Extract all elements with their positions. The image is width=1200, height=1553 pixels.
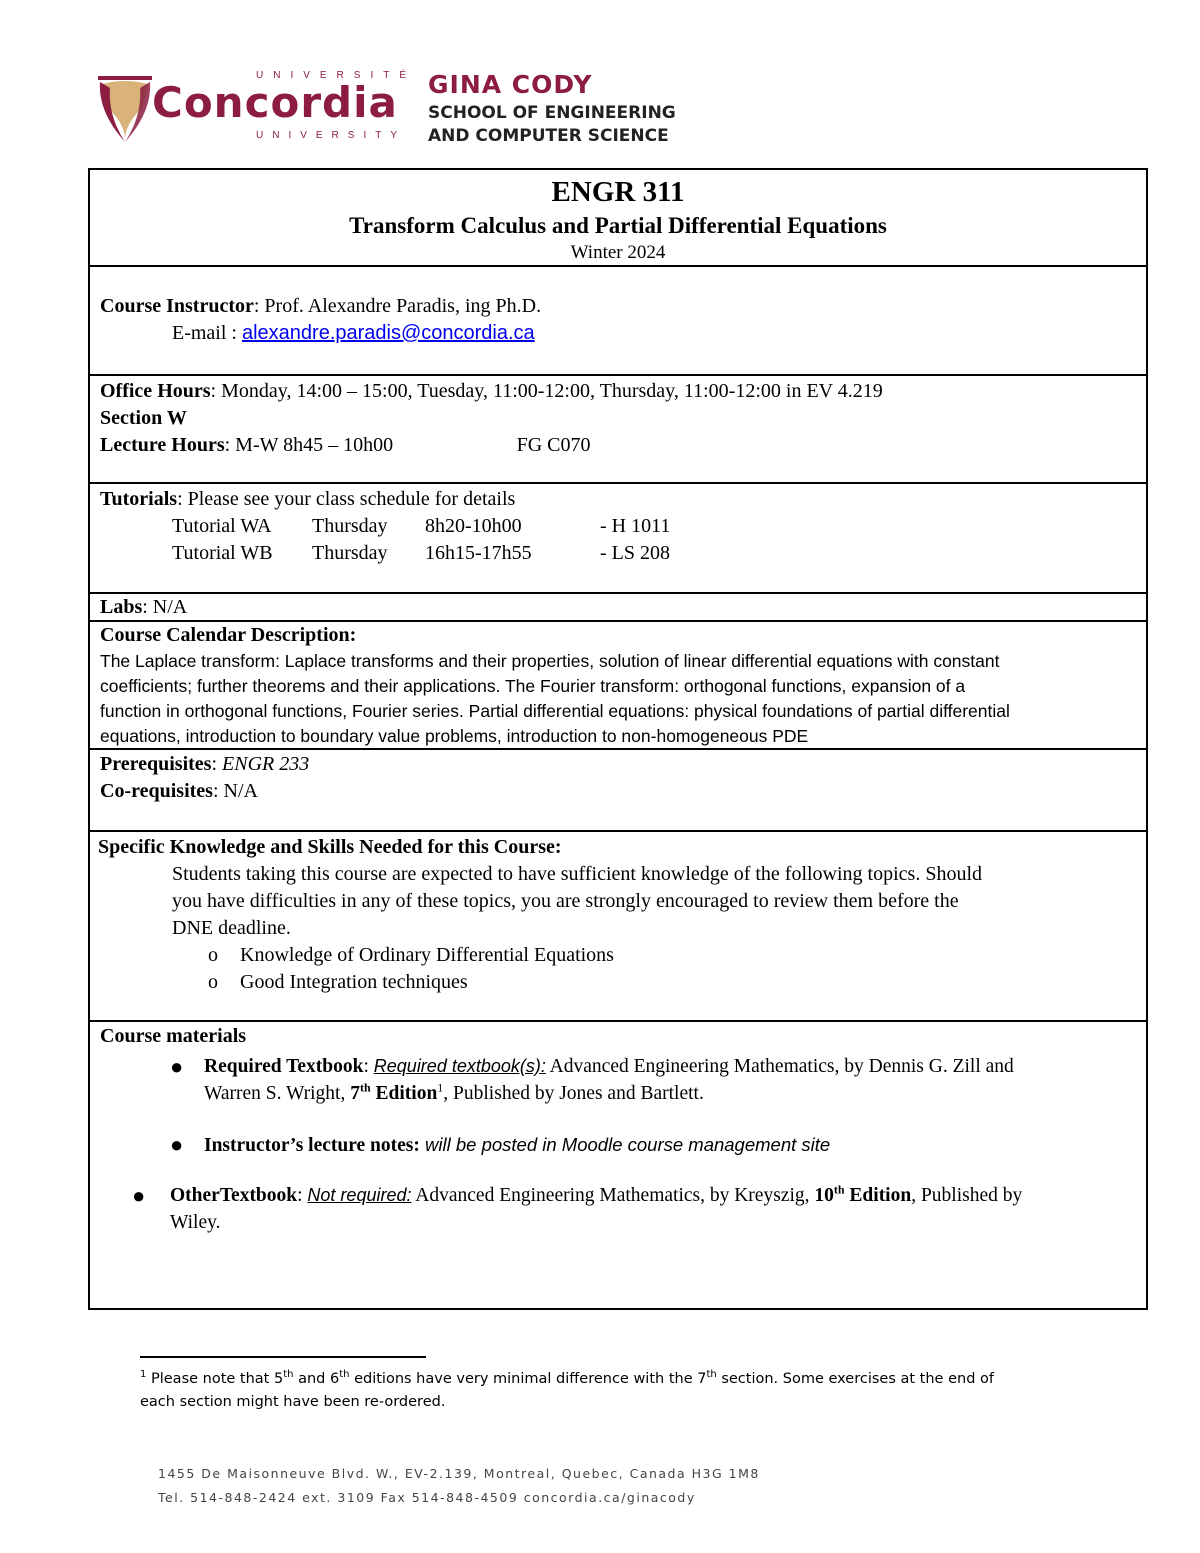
required-textbook-line: Required Textbook: Required textbook(s): Advanced Engineering Mathematics, by Dennis G. Zill and bbox=[204, 1056, 1014, 1077]
skills-text-line: DNE deadline. bbox=[172, 917, 291, 939]
footer-contact: Tel. 514-848-2424 ext. 3109 Fax 514-848-4509 concordia.ca/ginacody bbox=[158, 1490, 696, 1505]
required-textbook-line-2: Warren S. Wright, 7th Edition$^1$, Published by Jones and Bartlett. bbox=[204, 1080, 704, 1104]
page-header bbox=[96, 66, 736, 152]
list-item: o Good Integration techniques bbox=[98, 969, 1146, 996]
lecture-notes-line: Instructor’s lecture notes: will be posted in Moodle course management site bbox=[204, 1134, 831, 1156]
labs-label: Labs bbox=[100, 596, 143, 618]
instructor-email-link[interactable]: alexandre.paradis@concordia.ca bbox=[241, 322, 535, 344]
list-item: o Knowledge of Ordinary Differential Equations bbox=[98, 942, 1146, 969]
labs-text: : N/A bbox=[142, 596, 188, 618]
prerequisites-value: ENGR 233 bbox=[222, 753, 310, 775]
tutorial-row: Tutorial WA Thursday 8h20-10h00 - H 1011 bbox=[172, 515, 671, 537]
skills-text-line: Students taking this course are expected to have sufficient knowledge of the following topics. Should bbox=[172, 863, 983, 885]
course-outline-table bbox=[88, 168, 1148, 1310]
office-hours-label: Office Hours bbox=[100, 380, 211, 402]
bullet-icon: ● bbox=[170, 1054, 184, 1079]
email-label: E-mail : bbox=[172, 322, 242, 344]
skills-section bbox=[90, 832, 1146, 1022]
other-textbook-line-2: Wiley. bbox=[170, 1212, 221, 1233]
circle-bullet-icon: o bbox=[208, 944, 218, 966]
instructor-section bbox=[90, 267, 1146, 376]
prerequisites-label: Prerequisites bbox=[100, 753, 212, 775]
instructor-label: Course Instructor bbox=[100, 295, 254, 317]
materials-label: Course materials bbox=[100, 1025, 247, 1047]
office-hours-text: : Monday, 14:00 – 15:00, Tuesday, 11:00-12:00, Thursday, 11:00-12:00 in EV 4.219 bbox=[210, 380, 883, 402]
school-name: GINA CODY bbox=[428, 70, 593, 99]
prerequisites-section: Prerequisites: ENGR 233 Co-requisites: N/A bbox=[90, 750, 1146, 832]
calendar-line: The Laplace transform: Laplace transforms and their properties, solution of linear differential equations with constant bbox=[100, 651, 1000, 671]
materials-section bbox=[90, 1022, 1146, 1308]
skills-text-line: you have difficulties in any of these topics, you are strongly encouraged to review them before the bbox=[172, 890, 959, 912]
calendar-label: Course Calendar Description: bbox=[100, 624, 357, 646]
calendar-section bbox=[90, 622, 1146, 750]
schedule-section bbox=[90, 376, 1146, 484]
school-subtitle-2: AND COMPUTER SCIENCE bbox=[428, 126, 669, 146]
footnote-divider bbox=[140, 1356, 426, 1358]
concordia-crest-icon bbox=[96, 68, 154, 146]
tutorials-label: Tutorials bbox=[100, 488, 178, 510]
footnote-ref[interactable]: 1 bbox=[437, 1080, 444, 1095]
universite-label: UNIVERSITÉ bbox=[256, 70, 417, 81]
course-term: Winter 2024 bbox=[570, 242, 666, 263]
corequisites-value: : N/A bbox=[212, 780, 258, 802]
instructor-name: : Prof. Alexandre Paradis, ing Ph.D. bbox=[253, 295, 542, 317]
lecture-hours-text: : M-W 8h45 – 10h00 bbox=[224, 434, 394, 456]
bullet-icon: ● bbox=[170, 1132, 184, 1157]
other-textbook-line: OtherTextbook: Not required: Advanced Engineering Mathematics, by Kreyszig, 10th Edition, Published by bbox=[170, 1182, 1023, 1206]
corequisites-label: Co-requisites bbox=[100, 780, 213, 802]
footnote: $^1$ Please note that 5th and 6th editions have very minimal difference with the 7th section. Some exercises at the end of each section might have been re-ordered. bbox=[140, 1369, 994, 1410]
section-label: Section W bbox=[100, 407, 187, 429]
calendar-line: function in orthogonal functions, Fourier series. Partial differential equations: physical foundations of partial differential bbox=[100, 701, 1010, 721]
circle-bullet-icon: o bbox=[208, 971, 218, 993]
calendar-line: coefficients; further theorems and their applications. The Fourier transform: orthogonal functions, expansion of a bbox=[100, 676, 966, 696]
tutorials-section bbox=[90, 484, 1146, 594]
tutorial-row: Tutorial WB Thursday 16h15-17h55 - LS 208 bbox=[172, 542, 670, 564]
lecture-hours-label: Lecture Hours bbox=[100, 434, 225, 456]
bullet-icon: ● bbox=[132, 1183, 146, 1208]
skills-label: Specific Knowledge and Skills Needed for this Course: bbox=[98, 836, 562, 858]
footer-address: 1455 De Maisonneuve Blvd. W., EV-2.139, Montreal, Quebec, Canada H3G 1M8 bbox=[158, 1466, 760, 1481]
tutorials-intro: : Please see your class schedule for details bbox=[177, 488, 516, 510]
course-code: ENGR 311 bbox=[551, 176, 685, 208]
course-title-section bbox=[90, 170, 1146, 267]
university-label: UNIVERSITY bbox=[256, 130, 407, 141]
lecture-room: FG C070 bbox=[516, 434, 591, 456]
school-subtitle-1: SCHOOL OF ENGINEERING bbox=[428, 103, 676, 123]
labs-section bbox=[90, 594, 1146, 622]
course-title: Transform Calculus and Partial Differential Equations bbox=[349, 213, 887, 238]
university-name: Concordia bbox=[152, 78, 398, 127]
calendar-line: equations, introduction to boundary value problems, introduction to non-homogeneous PDE bbox=[100, 726, 809, 746]
